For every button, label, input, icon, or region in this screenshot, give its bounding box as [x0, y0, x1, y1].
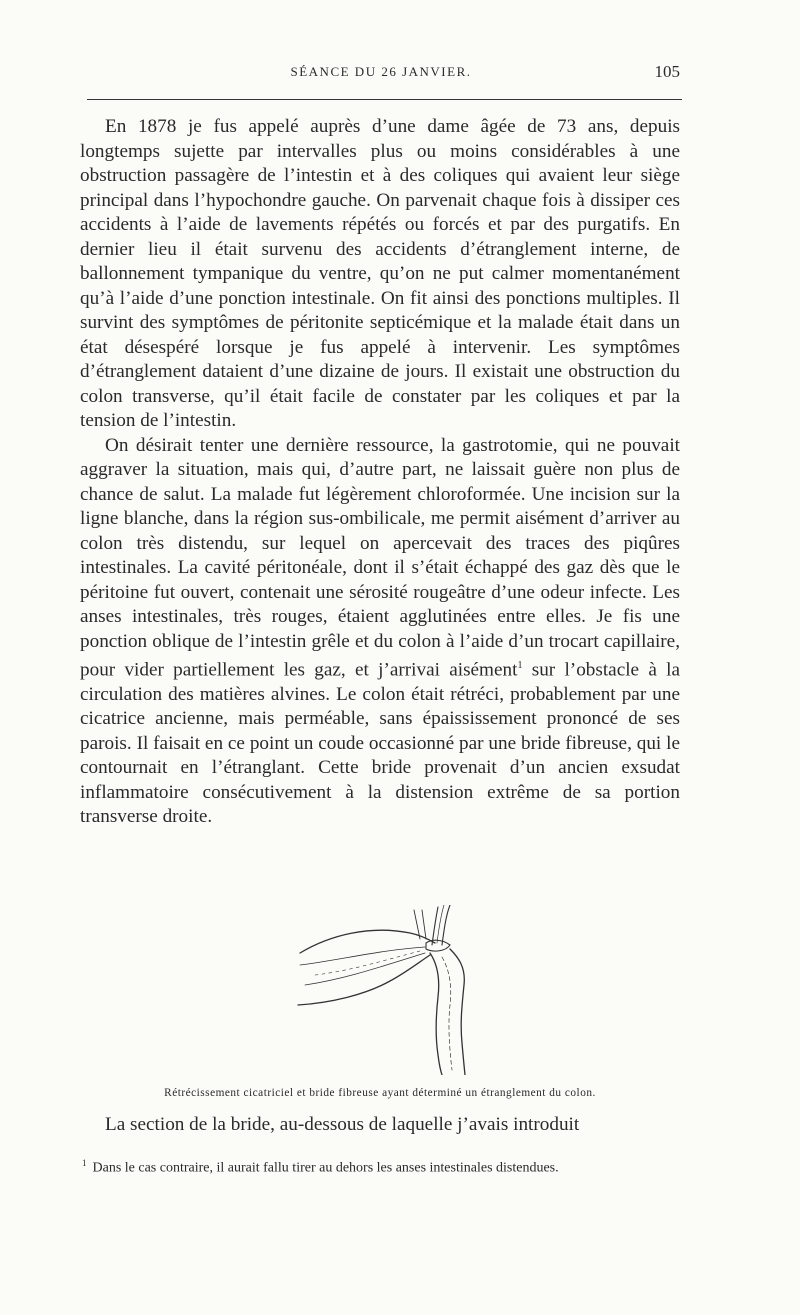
anatomical-figure [260, 905, 520, 1075]
colon-fold-1 [300, 947, 425, 965]
paragraph-2 [80, 434, 680, 830]
fibrous-band-left [432, 907, 438, 945]
continuation-line: La section de la bride, au-dessous de laquelle j’avais introduit [105, 1114, 580, 1135]
descending-colon-fold [442, 957, 452, 1070]
colon-fold-3 [315, 951, 420, 975]
paragraph-2-part-1: On désirait tenter une dernière ressource, la gastrotomie, qui ne pouvait aggraver la situation, mais qui, d’autre part, ne laissait guère non plus de chance de salut. La malade fut légèrement chloroformée. Une incision sur la ligne blanche, dans la région sus-ombilicale, me permit aisément d’arriver au colon très distendu, sur lequel on apercevait des traces des piqûres intestinales. La cavité péritonéale, dont il s’était échappé des gaz dès que le péritoine fut ouvert, contenait une sérosité rougeâtre d’une odeur infecte. Les anses intestinales, très rouges, étaient agglutinées entre elles. Je fis une ponction oblique de l’intestin grêle et du colon à l’aide d’un trocart capillaire, pour vider partiellement les gaz, et j’arrivai aisément [80, 434, 680, 681]
footnote [80, 1153, 680, 1179]
body-text [80, 115, 680, 830]
header-title: SÉANCE DU 26 JANVIER. [290, 64, 472, 79]
paragraph-2-part-2: sur l’obstacle à la circulation des matières alvines. Le colon était rétréci, probablement par une cicatrice ancienne, mais perméable, sans épaississement prononcé de ses parois. Il faisait en ce point un coude occasionné par une bride fibreuse, qui le contournait en l’étranglant. Cette bride provenait d’un ancien exsudat inflammatoire consécutivement à la distension extrême de sa portion transverse droite. [80, 659, 681, 828]
colon-upper-edge [300, 930, 435, 953]
descending-colon-left [430, 953, 442, 1075]
header-rule [87, 99, 682, 100]
constriction-knot [426, 940, 450, 951]
descending-colon-right [450, 949, 465, 1075]
colon-fold-2 [305, 953, 425, 985]
figure-caption: Rétrécissement cicatriciel et bride fibreuse ayant déterminé un étranglement du colon. [164, 1087, 596, 1099]
colon-stricture-illustration [260, 905, 520, 1075]
fibrous-band-right [442, 905, 450, 945]
footnote-text: Dans le cas contraire, il aurait fallu tirer au dehors les anses intestinales distendues. [92, 1160, 559, 1176]
right-reference-line [422, 910, 426, 939]
page-number: 105 [654, 62, 680, 81]
paragraph-1: En 1878 je fus appelé auprès d’une dame âgée de 73 ans, depuis longtemps sujette par intervalles plus ou moins considérables à une obstruction passagère de l’intestin et à des coliques qui avaient leur siège principal dans l’hypochondre gauche. On parvenait chaque fois à dissiper ces accidents à l’aide de lavements répétés ou forcés et par des purgatifs. En dernier lieu il était survenu des accidents d’étranglement interne, de ballonnement tympanique du ventre, qu’on ne put calmer momentanément qu’à l’aide d’une ponction intestinale. On fit ainsi des ponctions multiples. Il survint des symptômes de péritonite septicémique et la malade était dans un état désespéré lorsque je fus appelé à intervenir. Les symptômes d’étranglement dataient d’une dizaine de jours. Il existait une obstruction du colon transverse, qu’il était facile de constater par les coliques et par la tension de l’intestin. [80, 116, 680, 431]
footnote-reference: 1 [517, 660, 523, 671]
footnote-mark: 1 [82, 1158, 87, 1168]
running-header [80, 62, 682, 88]
